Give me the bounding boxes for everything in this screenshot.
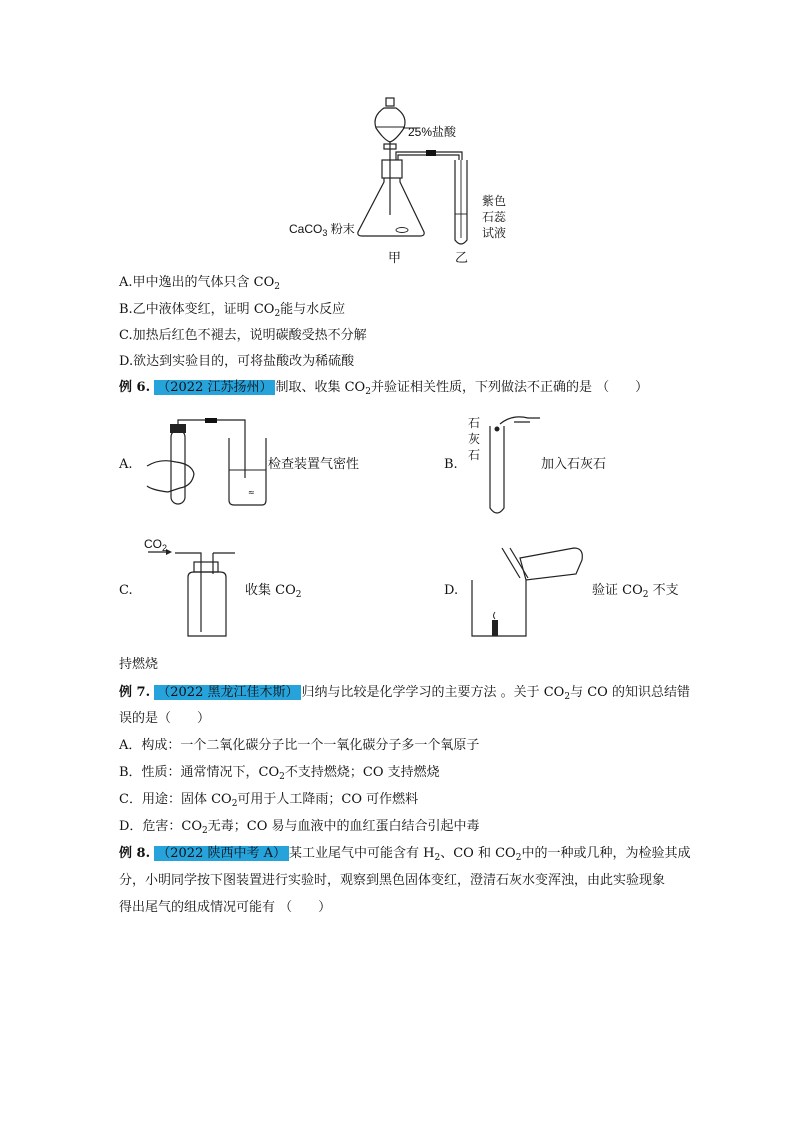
ex8-line2: 分，小明同学按下图装置进行实验时，观察到黑色固体变红，澄清石灰水变浑浊，由此实验现象 [119, 873, 666, 888]
ex8-stem: 例 8. （2022 陕西中考 A） 某工业尾气中可能含有 $H_2$、CO 和 $CO_2$中的一种或几种，为检验其成 [119, 846, 691, 863]
figure-a-airtightness [147, 418, 266, 505]
ex7-stem: 例 7. （2022 黑龙江佳木斯） 归纳与比较是化学学习的主要方法 。关于 $CO_2$与 CO 的知识总结错 [119, 685, 690, 702]
limestone-side-label: 石 灰 石 [468, 416, 481, 462]
figure-b-add-limestone [490, 417, 540, 513]
ex6-option-b-letter: B. [444, 457, 458, 472]
q5-option-d: D.欲达到实验目的，可将盐酸改为稀硫酸 [119, 354, 355, 369]
co2-gas-label: $CO_2$ [144, 537, 168, 553]
ex6-option-b-caption: 加入石灰石 [541, 457, 607, 472]
figure-c-collect-co2 [148, 549, 235, 636]
tube-label: 乙 [455, 250, 469, 265]
ex6-option-d-continuation: 持燃烧 [119, 657, 159, 672]
ex6-option-c-letter: C. [119, 583, 133, 598]
ex7-option-c: C．用途：固体 $CO_2$可用于人工降雨；CO 可作燃料 [119, 792, 419, 809]
ex6-option-a-caption: 检查装置气密性 [268, 457, 360, 472]
ex6-stem: 例 6. （2022 江苏扬州） 制取、收集 $CO_2$并验证相关性质，下列做法不正确的是 （ ） [119, 380, 649, 397]
ex7-option-a: A．构成：一个二氧化碳分子比一个一氧化碳分子多一个氧原子 [119, 738, 480, 753]
ex7-option-d: D．危害：$CO_2$无毒；CO 易与血液中的血红蛋白结合引起中毒 [119, 819, 480, 836]
ex7-source-tag: （2022 黑龙江佳木斯） [154, 685, 301, 700]
ex7-option-b: B．性质：通常情况下，$CO_2$不支持燃烧；CO 支持燃烧 [119, 765, 440, 782]
q5-option-b: B.乙中液体变红，证明 $CO_2$能与水反应 [119, 302, 346, 319]
ex6-source-tag: （2022 江苏扬州） [154, 380, 275, 395]
ex6-option-d-caption: 验证 $CO_2$ 不支 [592, 583, 679, 600]
acid-label: 25%盐酸 [408, 125, 457, 139]
figure-d-co2-candle [472, 548, 582, 636]
ex6-option-a-letter: A. [119, 457, 133, 472]
ex6-option-c-caption: 收集 $CO_2$ [245, 583, 302, 600]
ex6-option-d-letter: D. [444, 583, 459, 598]
q5-option-c: C.加热后红色不褪去，说明碳酸受热不分解 [119, 328, 367, 343]
q5-option-a: A.甲中逸出的气体只含 $CO_2$ [119, 275, 280, 292]
flask-label: 甲 [388, 250, 402, 265]
ex7-stem-line2: 误的是（ ） [119, 711, 211, 726]
svg-text:≈: ≈ [248, 488, 255, 497]
ex8-source-tag: （2022 陕西中考 A） [154, 846, 289, 861]
ex8-line3: 得出尾气的组成情况可能有 （ ） [119, 900, 332, 915]
litmus-label: 紫色 石蕊 试液 [482, 194, 507, 240]
powder-label: CaCO$_3$ 粉末 [289, 222, 355, 238]
